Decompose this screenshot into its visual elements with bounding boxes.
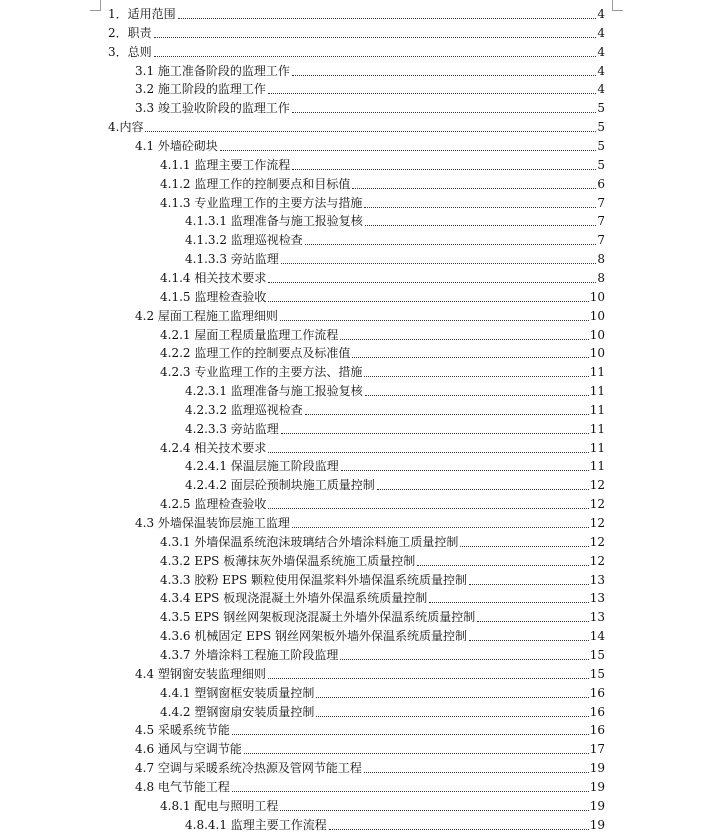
- toc-entry[interactable]: [160, 287, 605, 305]
- toc-dot-leader: [244, 753, 589, 754]
- toc-entry-page-number: 12: [589, 534, 605, 549]
- toc-entry-title: 4.2.4.2 面层砼预制块施工质量控制: [185, 478, 375, 493]
- toc-dot-leader: [460, 546, 588, 547]
- toc-entry-title: 4.2.4 相关技术要求: [160, 440, 267, 455]
- toc-entry-page-number: 10: [589, 327, 605, 342]
- toc-entry[interactable]: [135, 61, 605, 79]
- toc-entry-page-number: 5: [597, 101, 605, 116]
- toc-entry[interactable]: [185, 400, 605, 418]
- toc-entry[interactable]: [185, 475, 605, 493]
- toc-dot-leader: [220, 150, 596, 151]
- toc-entry[interactable]: [160, 438, 605, 456]
- toc-entry-title: 4.2.1 屋面工程质量监理工作流程: [160, 327, 339, 342]
- toc-entry-title: 4.2.4.1 保温层施工阶段监理: [185, 459, 339, 474]
- toc-entry[interactable]: [160, 626, 605, 644]
- toc-dot-leader: [268, 508, 588, 509]
- toc-entry[interactable]: [108, 42, 605, 60]
- toc-dot-leader: [154, 56, 597, 57]
- toc-dot-leader: [340, 659, 588, 660]
- toc-entry-page-number: 13: [589, 591, 605, 606]
- toc-dot-leader: [429, 602, 589, 603]
- toc-dot-leader: [154, 37, 597, 38]
- toc-entry-title: 1．适用范围: [108, 7, 176, 21]
- toc-entry-page-number: 16: [589, 685, 605, 700]
- toc-dot-leader: [268, 452, 588, 453]
- toc-entry-title: 4.1.1 监理主要工作流程: [160, 157, 291, 172]
- toc-entry-title: 4.3 外墙保温装饰层施工监理: [135, 516, 290, 530]
- toc-entry-page-number: 13: [589, 572, 605, 587]
- toc-entry-title: 4.1.2 监理工作的控制要点和目标值: [160, 176, 351, 191]
- toc-dot-leader: [281, 433, 589, 434]
- toc-dot-leader: [341, 470, 589, 471]
- toc-dot-leader: [364, 207, 596, 208]
- toc-entry[interactable]: [135, 136, 605, 154]
- toc-entry-title: 4.2.2 监理工作的控制要点及标准值: [160, 346, 351, 361]
- toc-entry-title: 4.2 屋面工程施工监理细则: [135, 308, 278, 323]
- toc-dot-leader: [232, 734, 589, 735]
- toc-entry-page-number: 4: [597, 63, 605, 78]
- toc-entry-title: 4.3.1 外墙保温系统泡沫玻璃结合外墙涂料施工质量控制: [160, 534, 459, 549]
- toc-entry[interactable]: [135, 306, 605, 324]
- toc-dot-leader: [365, 225, 597, 226]
- toc-entry[interactable]: [160, 325, 605, 343]
- toc-entry-title: 4.8.4.1 监理主要工作流程: [185, 817, 327, 832]
- toc-entry[interactable]: [160, 645, 605, 663]
- toc-dot-leader: [365, 395, 589, 396]
- toc-entry-page-number: 15: [589, 666, 605, 681]
- toc-entry[interactable]: [160, 551, 605, 569]
- toc-entry-page-number: 12: [589, 516, 605, 530]
- toc-dot-leader: [268, 301, 588, 302]
- toc-dot-leader: [477, 621, 589, 622]
- toc-dot-leader: [352, 357, 588, 358]
- toc-dot-leader: [305, 414, 589, 415]
- toc-entry-page-number: 4: [597, 44, 605, 59]
- toc-entry-title: 4.1.4 相关技术要求: [160, 270, 267, 285]
- toc-entry[interactable]: [160, 588, 605, 606]
- toc-entry-title: 4.1.3.2 监理巡视检查: [185, 233, 303, 248]
- toc-dot-leader: [305, 244, 597, 245]
- toc-dot-leader: [377, 489, 589, 490]
- toc-entry-page-number: 12: [589, 478, 605, 493]
- toc-entry-title: 4.内容: [108, 120, 144, 135]
- toc-entry-title: 4.5 采暖系统节能: [135, 723, 230, 738]
- toc-entry-page-number: 10: [589, 289, 605, 304]
- toc-entry[interactable]: [160, 570, 605, 588]
- toc-dot-leader: [316, 716, 588, 717]
- toc-entry-page-number: 17: [589, 742, 605, 757]
- toc-entry-title: 4.3.5 EPS 钢丝网架板现浇混凝土外墙外保温系统质量控制: [160, 610, 476, 625]
- toc-entry-title: 3.1 施工准备阶段的监理工作: [135, 63, 290, 78]
- toc-entry-page-number: 13: [589, 610, 605, 625]
- toc-entry[interactable]: [135, 720, 605, 738]
- toc-dot-leader: [417, 565, 589, 566]
- toc-dot-leader: [352, 188, 596, 189]
- toc-entry[interactable]: [160, 702, 605, 720]
- toc-entry-title: 4.2.3.1 监理准备与施工报验复核: [185, 384, 363, 398]
- toc-entry[interactable]: [185, 381, 605, 399]
- toc-entry-title: 4.2.3 专业监理工作的主要方法、措施: [160, 365, 363, 380]
- toc-dot-leader: [469, 640, 589, 641]
- toc-entry-page-number: 11: [589, 440, 605, 455]
- toc-entry-page-number: 19: [589, 761, 605, 775]
- toc-dot-leader: [280, 320, 589, 321]
- toc-entry-page-number: 19: [589, 779, 605, 794]
- toc-entry-page-number: 7: [597, 195, 605, 210]
- toc-entry-page-number: 4: [597, 25, 605, 40]
- toc-entry-page-number: 7: [597, 214, 605, 229]
- toc-entry-page-number: 4: [597, 82, 605, 97]
- toc-dot-leader: [232, 791, 589, 792]
- toc-entry-page-number: 5: [597, 157, 605, 172]
- toc-entry[interactable]: [160, 362, 605, 380]
- toc-entry-title: 4.2.3.3 旁站监理: [185, 421, 279, 436]
- toc-dot-leader: [292, 527, 589, 528]
- toc-entry-title: 4.8 电气节能工程: [135, 779, 230, 794]
- toc-entry-page-number: 6: [597, 176, 605, 191]
- toc-entry[interactable]: [185, 211, 605, 229]
- toc-entry-title: 2．职责: [108, 25, 152, 40]
- toc-entry[interactable]: [185, 230, 605, 248]
- toc-dot-leader: [364, 772, 589, 773]
- toc-entry-title: 3.3 竣工验收阶段的监理工作: [135, 101, 290, 116]
- toc-dot-leader: [268, 678, 589, 679]
- toc-entry-page-number: 5: [597, 139, 605, 153]
- toc-entry[interactable]: [135, 758, 605, 776]
- toc-entry-title: 4.2.3.2 监理巡视检查: [185, 402, 303, 417]
- toc-entry[interactable]: [135, 98, 605, 116]
- toc-dot-leader: [281, 263, 597, 264]
- toc-entry-title: 4.4 塑钢窗安装监理细则: [135, 666, 266, 681]
- toc-entry-page-number: 10: [589, 346, 605, 361]
- toc-entry[interactable]: [185, 419, 605, 437]
- toc-entry-page-number: 15: [589, 647, 605, 662]
- toc-entry-title: 4.1.3 专业监理工作的主要方法与措施: [160, 195, 363, 210]
- toc-entry[interactable]: [160, 796, 605, 814]
- toc-entry[interactable]: [160, 683, 605, 701]
- toc-entry-title: 4.8.1 配电与照明工程: [160, 798, 279, 813]
- toc-dot-leader: [268, 282, 596, 283]
- toc-entry-title: 4.4.2 塑钢窗扇安装质量控制: [160, 704, 315, 719]
- toc-entry-page-number: 8: [597, 270, 605, 285]
- toc-entry-title: 4.2.5 监理检查验收: [160, 497, 267, 512]
- toc-entry-title: 4.7 空调与采暖系统冷热源及管网节能工程: [135, 761, 362, 775]
- toc-entry-page-number: 10: [589, 308, 605, 323]
- toc-entry[interactable]: [160, 494, 605, 512]
- toc-dot-leader: [340, 339, 588, 340]
- toc-entry-page-number: 11: [589, 365, 605, 380]
- toc-entry-title: 4.3.7 外墙涂料工程施工阶段监理: [160, 647, 339, 662]
- toc-entry-title: 4.1 外墙砼砌块: [135, 139, 218, 153]
- toc-entry-title: 3.2 施工阶段的监理工作: [135, 82, 266, 97]
- toc-entry[interactable]: [135, 664, 605, 682]
- toc-dot-leader: [178, 18, 597, 19]
- toc-entry-page-number: 11: [589, 402, 605, 417]
- toc-entry[interactable]: [108, 23, 605, 41]
- toc-entry-title: 4.3.2 EPS 板薄抹灰外墙保温系统施工质量控制: [160, 553, 416, 568]
- toc-dot-leader: [280, 810, 588, 811]
- toc-entry[interactable]: [108, 117, 605, 135]
- toc-entry[interactable]: [160, 155, 605, 173]
- toc-entry[interactable]: [135, 513, 605, 531]
- toc-entry-title: 3．总则: [108, 44, 152, 59]
- toc-entry-page-number: 12: [589, 553, 605, 568]
- toc-entry[interactable]: [185, 456, 605, 474]
- toc-entry-page-number: 11: [589, 384, 605, 398]
- toc-entry-title: 4.3.4 EPS 板现浇混凝土外墙外保温系统质量控制: [160, 591, 428, 606]
- toc-entry[interactable]: [185, 249, 605, 267]
- toc-entry-page-number: 19: [589, 817, 605, 832]
- toc-entry-title: 4.1.3.3 旁站监理: [185, 252, 279, 267]
- toc-entry-page-number: 11: [589, 459, 605, 474]
- toc-dot-leader: [292, 112, 596, 113]
- toc-entry-title: 4.6 通风与空调节能: [135, 742, 242, 757]
- toc-dot-leader: [145, 131, 596, 132]
- toc-entry[interactable]: [160, 607, 605, 625]
- toc-entry-title: 4.1.3.1 监理准备与施工报验复核: [185, 214, 363, 229]
- toc-entry-title: 4.3.3 胶粉 EPS 颗粒使用保温浆料外墙保温系统质量控制: [160, 572, 468, 587]
- toc-dot-leader: [316, 697, 588, 698]
- toc-entry[interactable]: [160, 268, 605, 286]
- toc-entry-title: 4.3.6 机械固定 EPS 钢丝网架板外墙外保温系统质量控制: [160, 629, 468, 644]
- toc-entry[interactable]: [160, 343, 605, 361]
- toc-entry[interactable]: [135, 79, 605, 97]
- toc-entry[interactable]: [160, 193, 605, 211]
- toc-entry-page-number: 14: [589, 629, 605, 644]
- toc-entry-page-number: 8: [597, 252, 605, 267]
- toc-dot-leader: [469, 584, 589, 585]
- toc-entry[interactable]: [160, 532, 605, 550]
- toc-entry-page-number: 12: [589, 497, 605, 512]
- toc-dot-leader: [364, 376, 588, 377]
- toc-entry-page-number: 16: [589, 704, 605, 719]
- toc-entry-title: 4.1.5 监理检查验收: [160, 289, 267, 304]
- toc-entry-page-number: 11: [589, 421, 605, 436]
- toc-entry-page-number: 5: [597, 120, 605, 135]
- toc-entry-page-number: 4: [597, 7, 605, 21]
- toc-entry[interactable]: [135, 777, 605, 795]
- toc-entry-page-number: 16: [589, 723, 605, 738]
- toc-entry-page-number: 19: [589, 798, 605, 813]
- toc-entry[interactable]: [185, 815, 605, 833]
- toc-dot-leader: [329, 829, 589, 830]
- toc-dot-leader: [268, 93, 596, 94]
- toc-entry-page-number: 7: [597, 233, 605, 248]
- toc-dot-leader: [292, 169, 596, 170]
- toc-entry[interactable]: [108, 4, 605, 22]
- toc-entry[interactable]: [160, 174, 605, 192]
- toc-dot-leader: [292, 75, 596, 76]
- toc-entry[interactable]: [135, 739, 605, 757]
- toc-entry-title: 4.4.1 塑钢窗框安装质量控制: [160, 685, 315, 700]
